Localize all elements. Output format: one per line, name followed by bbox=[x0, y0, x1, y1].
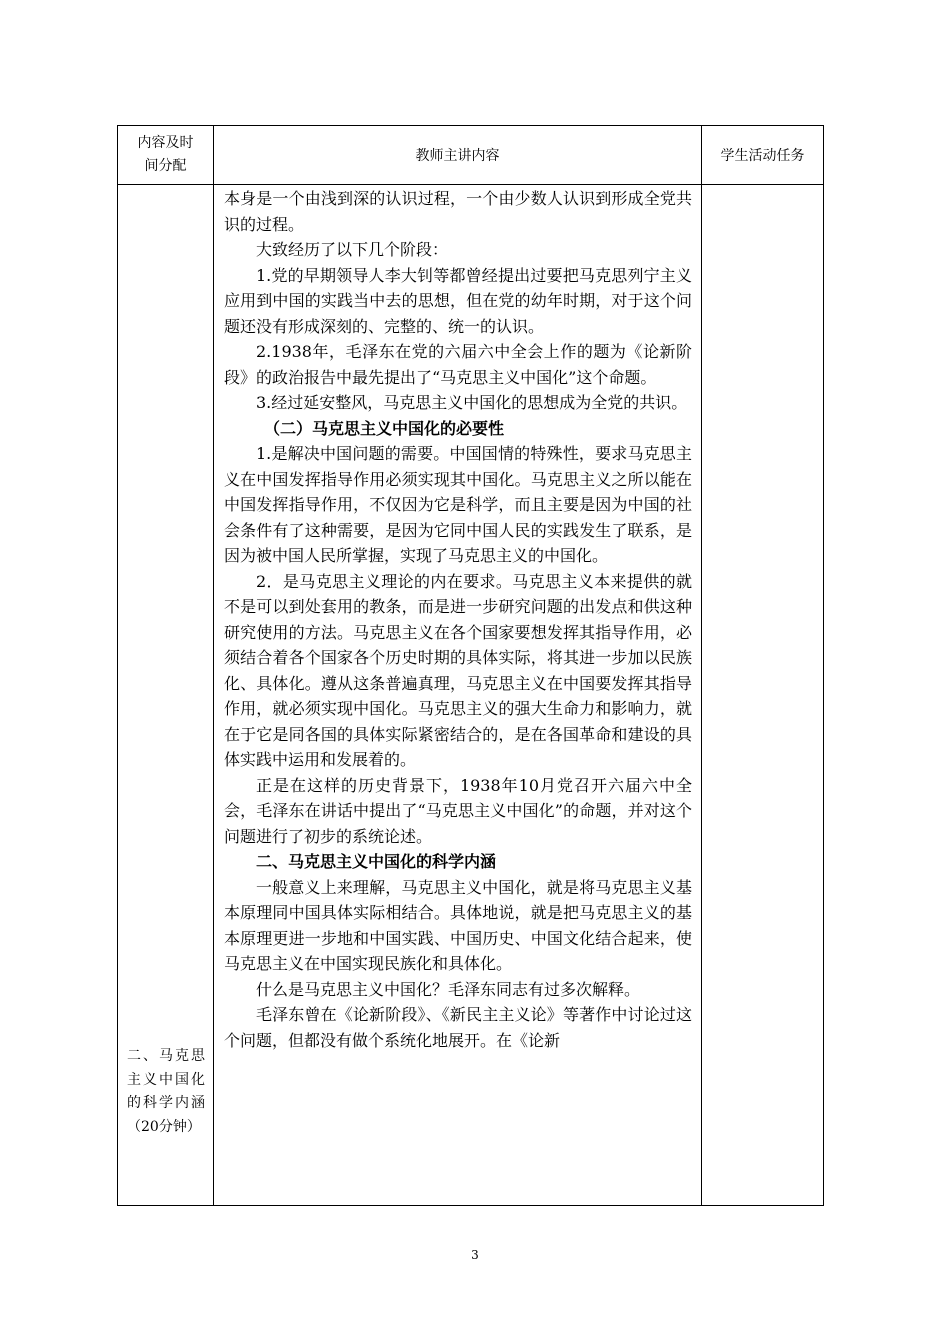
paragraph: 大致经历了以下几个阶段： bbox=[256, 240, 449, 259]
paragraph: 正是在这样的历史背景下，1938年10月党召开六届六中全会，毛泽东在讲话中提出了“马克思主义中国化”的命题，并对这个问题进行了初步的系统论述。 bbox=[224, 775, 692, 846]
content-row bbox=[118, 185, 824, 1206]
paragraph: 1.是解决中国问题的需要。中国国情的特殊性，要求马克思主义在中国发挥指导作用必须实现其中国化。马克思主义之所以能在中国发挥指导作用，不仅因为它是科学，而且主要是因为中国的社会条件有了这种需要，是因为它同中国人民的实践发生了联系，是因为被中国人民所掌握，实现了马克思主义的中国化。 bbox=[224, 444, 692, 565]
section-heading: 二、马克思主义中国化的科学内涵 bbox=[256, 852, 497, 871]
section-heading: （二）马克思主义中国化的必要性 bbox=[264, 418, 505, 438]
header-teacher-content: 教师主讲内容 bbox=[214, 126, 702, 185]
time-allocation-cell bbox=[118, 185, 214, 1206]
student-activity-cell bbox=[702, 185, 824, 1206]
paragraph: 2．是马克思主义理论的内在要求。马克思主义本来提供的就不是可以到处套用的教条，而是进一步研究问题的出发点和供这种研究使用的方法。马克思主义在各个国家要想发挥其指导作用，必须结合着各个国家各个历史时期的具体实际，将其进一步加以民族化、具体化。遵从这条普遍真理，马克思主义在中国要发挥其指导作用，就必须实现中国化。马克思主义的强大生命力和影响力，就在于它是同各国的具体实际紧密结合的，是在各国革命和建设的具体实践中运用和发展着的。 bbox=[224, 571, 692, 769]
lesson-plan-table bbox=[117, 125, 824, 1206]
section-time-label: 二、马克思主义中国化的科学内涵（20分钟） bbox=[127, 1048, 205, 1135]
header-student-activity: 学生活动任务 bbox=[702, 126, 824, 185]
header-row bbox=[118, 126, 824, 185]
teacher-content-cell bbox=[214, 185, 702, 1206]
header-time-allocation: 内容及时间分配 bbox=[118, 126, 214, 185]
paragraph: 一般意义上来理解，马克思主义中国化，就是将马克思主义基本原理同中国具体实际相结合。具体地说，就是把马克思主义的基本原理更进一步地和中国实践、中国历史、中国文化结合起来，使马克思主义在中国实现民族化和具体化。 bbox=[224, 877, 692, 973]
paragraph: 3.经过延安整风，马克思主义中国化的思想成为全党的共识。 bbox=[256, 393, 688, 412]
paragraph: 1.党的早期领导人李大钊等都曾经提出过要把马克思列宁主义应用到中国的实践当中去的思想，但在党的幼年时期，对于这个问题还没有形成深刻的、完整的、统一的认识。 bbox=[224, 265, 692, 336]
page-number: 3 bbox=[471, 1248, 479, 1262]
teacher-content bbox=[214, 185, 701, 1053]
paragraph: 本身是一个由浅到深的认识过程，一个由少数人认识到形成全党共识的过程。 bbox=[224, 189, 692, 234]
paragraph: 毛泽东曾在《论新阶段》、《新民主主义论》等著作中讨论过这个问题，但都没有做个系统化地展开。在《论新 bbox=[224, 1005, 692, 1050]
paragraph: 2.1938年，毛泽东在党的六届六中全会上作的题为《论新阶段》的政治报告中最先提出了“马克思主义中国化”这个命题。 bbox=[224, 342, 692, 387]
paragraph: 什么是马克思主义中国化？毛泽东同志有过多次解释。 bbox=[256, 979, 641, 999]
